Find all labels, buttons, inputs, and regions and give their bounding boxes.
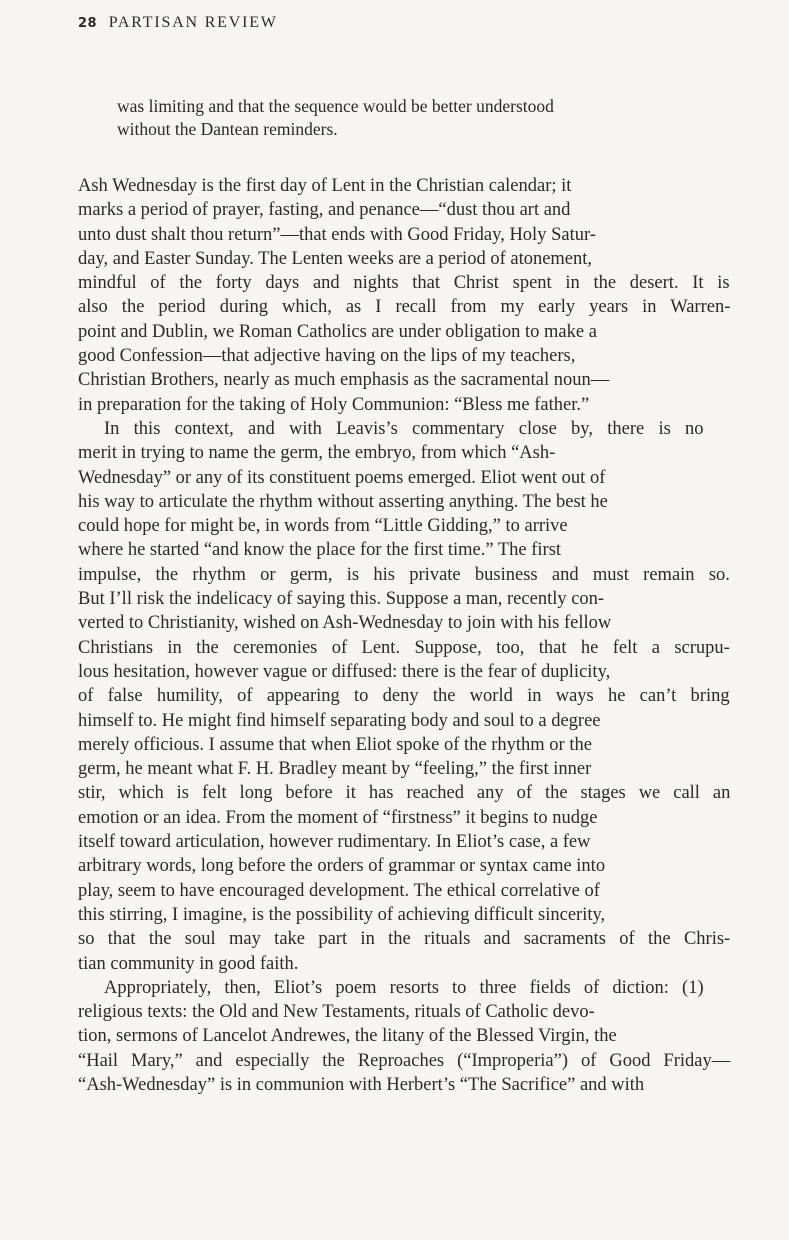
text-line: Wednesday” or any of its constituent poems emerged. Eliot went out of (78, 467, 606, 488)
text-line: lous hesitation, however vague or diffused: there is the fear of duplicity, (78, 661, 611, 682)
text-line: tion, sermons of Lancelot Andrewes, the litany of the Blessed Virgin, the (78, 1026, 617, 1047)
text-line: himself to. He might find himself separating body and soul to a degree (78, 710, 601, 731)
text-line: verted to Christianity, wished on Ash-Wednesday to join with his fellow (78, 613, 612, 634)
text-line: his way to articulate the rhythm without asserting anything. The best he (78, 491, 608, 512)
text-line: merit in trying to name the germ, the embryo, from which “Ash- (78, 443, 556, 464)
text-line: unto dust shalt thou return”—that ends with Good Friday, Holy Satur- (78, 224, 596, 245)
page-number: 28 (78, 16, 98, 31)
text-line: mindful of the forty days and nights that Christ spent in the desert. It is (78, 273, 730, 294)
text-line: Christian Brothers, nearly as much emphasis as the sacramental noun— (78, 370, 610, 391)
block-quote (117, 95, 717, 141)
text-line: marks a period of prayer, fasting, and penance—“dust thou art and (78, 200, 571, 221)
text-line: play, seem to have encouraged development. The ethical correlative of (78, 880, 600, 901)
text-line: could hope for might be, in words from “Little Gidding,” to arrive (78, 516, 568, 537)
text-line: good Confession—that adjective having on the lips of my teachers, (78, 346, 576, 367)
text-line: point and Dublin, we Roman Catholics are under obligation to make a (78, 321, 597, 342)
text-line: In this context, and with Leavis’s commentary close by, there is no (104, 418, 704, 439)
paragraph (78, 417, 730, 976)
text-line: in preparation for the taking of Holy Communion: “Bless me father.” (78, 394, 590, 415)
journal-title: PARTISAN REVIEW (108, 14, 278, 31)
text-line: impulse, the rhythm or germ, is his private business and must remain so. (78, 564, 730, 585)
text-line: of false humility, of appearing to deny the world in ways he can’t bring (78, 686, 730, 707)
text-line: arbitrary words, long before the orders of grammar or syntax came into (78, 856, 606, 877)
text-line: germ, he meant what F. H. Bradley meant by “feeling,” the first inner (78, 759, 592, 780)
text-line: merely officious. I assume that when Eliot spoke of the rhythm or the (78, 734, 592, 755)
running-head (78, 14, 278, 32)
text-line: so that the soul may take part in the rituals and sacraments of the Chris- (78, 929, 731, 950)
text-line: Christians in the ceremonies of Lent. Suppose, too, that he felt a scrupu- (78, 637, 730, 658)
text-line: Appropriately, then, Eliot’s poem resorts to three fields of diction: (1) (104, 977, 704, 998)
text-line: “Ash-Wednesday” is in communion with Herbert’s “The Sacrifice” and with (78, 1074, 645, 1095)
text-line: also the period during which, as I recall from my early years in Warren- (78, 297, 731, 318)
text-line: Ash Wednesday is the first day of Lent in the Christian calendar; it (78, 176, 572, 196)
text-line: where he started “and know the place for the first time.” The first (78, 540, 562, 561)
text-line: itself toward articulation, however rudimentary. In Eliot’s case, a few (78, 832, 591, 853)
text-line: this stirring, I imagine, is the possibility of achieving difficult sincerity, (78, 904, 606, 925)
text-line: “Hail Mary,” and especially the Reproaches (“Improperia”) of Good Friday— (78, 1050, 731, 1071)
block-quote-line: was limiting and that the sequence would be better understood (117, 96, 554, 116)
paragraph (78, 976, 730, 1097)
block-quote-line: without the Dantean reminders. (117, 119, 338, 139)
text-line: stir, which is felt long before it has reached any of the stages we call an (78, 783, 731, 804)
text-line: emotion or an idea. From the moment of “firstness” it begins to nudge (78, 807, 598, 828)
paragraph (78, 174, 730, 417)
text-line: But I’ll risk the indelicacy of saying this. Suppose a man, recently con- (78, 589, 605, 610)
text-line: tian community in good faith. (78, 953, 299, 974)
text-line: religious texts: the Old and New Testaments, rituals of Catholic devo- (78, 1002, 595, 1023)
body-text (78, 174, 730, 1097)
text-line: day, and Easter Sunday. The Lenten weeks are a period of atonement, (78, 248, 593, 269)
